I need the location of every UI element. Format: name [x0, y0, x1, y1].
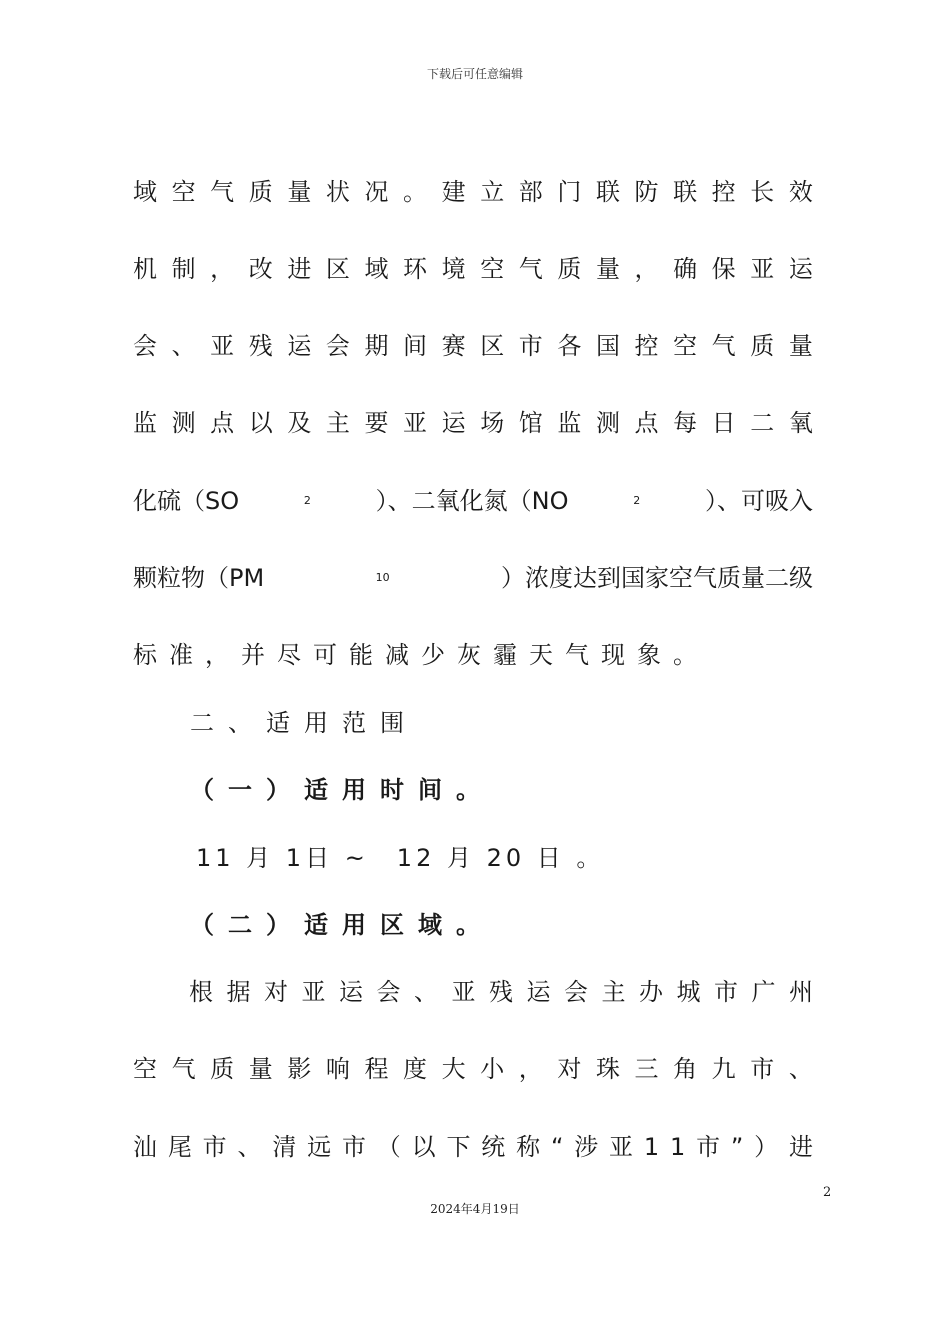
body-line-4: 监 测 点 以 及 主 要 亚 运 场 馆 监 测 点 每 日 二 氧	[133, 409, 813, 437]
pm10-subscript: 10	[375, 571, 390, 584]
section-heading-2: 二、适用范围	[190, 709, 418, 737]
line6-part-b: ）浓度达到国家空气质量二级	[501, 564, 813, 592]
page-header: 下载后可任意编辑	[426, 67, 523, 81]
date-range: 11 月 1日 ~ 12 月 20 日 。	[196, 844, 605, 872]
para2-line-3: 汕 尾 市 、 清 远 市 （ 以 下 统 称 “ 涉 亚 1 1 市 ” ） 进	[133, 1133, 813, 1161]
subsection-heading-2: （二）适用区域。	[190, 911, 494, 939]
body-line-1: 域 空 气 质 量 状 况 。 建 立 部 门 联 防 联 控 长 效	[133, 178, 813, 206]
so2-subscript: 2	[303, 494, 311, 507]
line5-part-c: ）、可吸入	[704, 487, 813, 515]
body-line-2: 机 制 ， 改 进 区 域 环 境 空 气 质 量 ， 确 保 亚 运	[133, 255, 813, 283]
para2-line-1: 根 据 对 亚 运 会 、 亚 残 运 会 主 办 城 市 广 州	[189, 978, 813, 1006]
body-line-6	[133, 563, 813, 593]
line6-part-a: 颗粒物（PM	[133, 564, 265, 592]
body-line-5	[133, 486, 813, 516]
body-line-3: 会 、 亚 残 运 会 期 间 赛 区 市 各 国 控 空 气 质 量	[133, 332, 813, 360]
page-number: 2	[823, 1185, 832, 1200]
line5-part-a: 化硫（SO	[133, 487, 240, 515]
subsection-heading-1: （一）适用时间。	[190, 776, 494, 804]
page-footer-date: 2024年4月19日	[430, 1202, 520, 1216]
body-line-7: 标准，并尽可能减少灰霾天气现象。	[133, 641, 709, 669]
para2-line-2: 空 气 质 量 影 响 程 度 大 小 ， 对 珠 三 角 九 市 、	[133, 1055, 813, 1083]
line5-part-b: ）、二氧化氮（NO	[375, 487, 569, 515]
no2-subscript: 2	[633, 494, 641, 507]
